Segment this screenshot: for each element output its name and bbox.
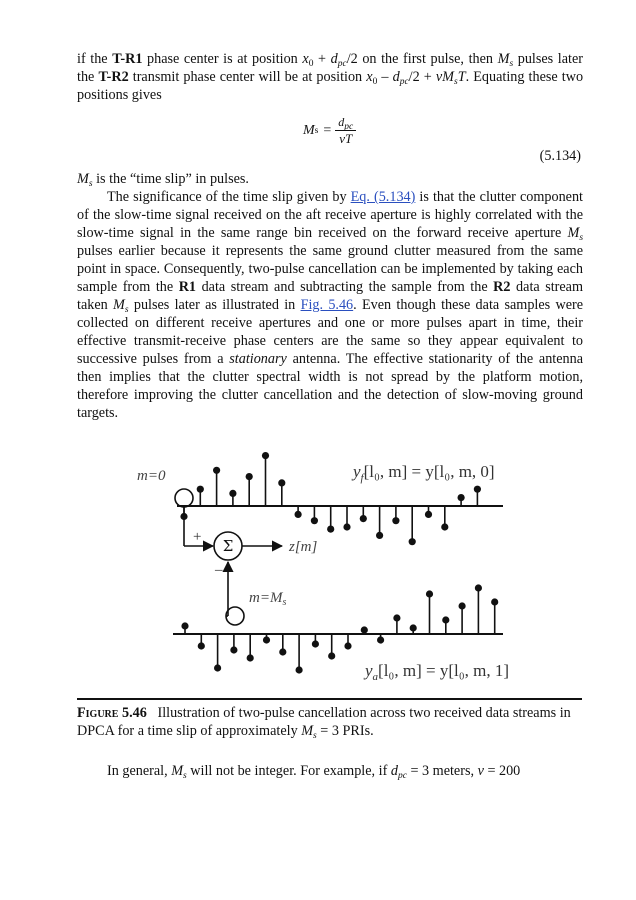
- top-stream-sample-point: [311, 517, 318, 524]
- top-stream-sample-point: [213, 467, 220, 474]
- bottom-stream-sample-point: [263, 636, 270, 643]
- equation-body: M s = $\frac{d_{pc}}{vT}$: [303, 114, 356, 147]
- top-stream-sample-point: [278, 479, 285, 486]
- equation-number: (5.134): [539, 148, 581, 164]
- figure-5-46: [77, 444, 583, 696]
- bottom-stream-sample-point: [344, 642, 351, 649]
- top-stream-sample-point: [229, 490, 236, 497]
- top-stream-sample-point: [458, 494, 465, 501]
- caption-rule: [77, 698, 582, 700]
- equation-reference-link[interactable]: Eq. (5.134): [350, 189, 416, 205]
- bottom-stream-sample-point: [198, 642, 205, 649]
- bottom-stream-sample-point: [377, 636, 384, 643]
- bottom-stream-sample-point: [328, 652, 335, 659]
- m-ms-label: $m=M_s$: [249, 590, 287, 608]
- bottom-stream-sample-point: [279, 648, 286, 655]
- top-stream-sample-point: [360, 515, 367, 522]
- bottom-stream-sample-point: [442, 616, 449, 623]
- top-stream-sample-point: [441, 523, 448, 530]
- bottom-stream-sample-point: [393, 614, 400, 621]
- paragraph-2: $M_s$ is the “time slip” in pulses.: [77, 171, 249, 189]
- top-stream-sample-point: [327, 526, 334, 533]
- bottom-stream-sample-point: [361, 626, 368, 633]
- bottom-stream-sample-point: [181, 622, 188, 629]
- paragraph-4: In general, $M_s$ will not be integer. For example, if $d_{pc} = 3$ meters, v = 200: [107, 763, 521, 781]
- equation-5-134: [77, 104, 583, 170]
- ya-equation-label: $y_a[l_0$, m] = y[l₀, m, 1]: [365, 661, 510, 683]
- figure-reference-link[interactable]: Fig. 5.46: [300, 297, 354, 313]
- bottom-stream-sample-point: [214, 664, 221, 671]
- top-stream-sample-point: [392, 517, 399, 524]
- top-stream-sample-point: [262, 452, 269, 459]
- paragraph-3: The significance of the time slip given by Eq. (5.134) is that the clutter component of the slow-time signal received on the aft receive aperture is highly correlated with the slow-time signal in the same range bin received on the forward receive aperture $M_s$ pulses earlier because it represents the same ground clutter measured from the same point in space. Consequently, two-pulse cancellation can be implemented by taking each sample from the R1 data stream and subtracting the sample from the R2 data stream taken $M_s$ pulses later as illustrated in Fig. 5.46. Even though these data samples were collected on different receive apertures and one or more pulses apart in time, their effective transmit-receive phase centers are the same so they appear equivalent to successive pulses from a stationary antenna. The effective stationarity of the antenna then implies that the clutter spectral width is not spread by the platform motion, therefore improving the clutter cancellation and the detection of slow-moving ground targets.: [77, 189, 584, 421]
- top-stream-sample-point: [197, 486, 204, 493]
- top-stream-sample-point: [376, 532, 383, 539]
- equation-fraction: $\frac{d_{pc}}{vT}$: [335, 114, 356, 147]
- dpca-diagram: [77, 444, 583, 696]
- bottom-stream-sample-point: [410, 624, 417, 631]
- z-output-label: z[m]: [289, 539, 318, 555]
- top-sample-selector: [175, 489, 193, 507]
- sigma-symbol: Σ: [222, 537, 234, 555]
- bottom-stream-sample-point: [312, 640, 319, 647]
- top-stream-sample-point: [425, 511, 432, 518]
- minus-sign: –: [215, 562, 223, 578]
- bottom-stream-sample-point: [459, 602, 466, 609]
- plus-sign: +: [193, 529, 202, 545]
- bottom-stream-sample-point: [230, 646, 237, 653]
- bottom-stream-sample-point: [426, 590, 433, 597]
- figure-caption: Figure 5.46 Illustration of two-pulse cancellation across two received data streams in DPCA for a time slip of approximately $M_s = 3$ PRIs.: [77, 705, 571, 741]
- top-stream-sample-point: [295, 511, 302, 518]
- top-stream-sample-point: [246, 473, 253, 480]
- bottom-stream-sample-point: [247, 654, 254, 661]
- page-body: [77, 50, 583, 780]
- bottom-stream-sample-point: [296, 666, 303, 673]
- top-stream-sample-point: [474, 486, 481, 493]
- yf-equation-label: $y_f[l_0$, m] = y[l₀, m, 0]: [353, 462, 495, 484]
- m-zero-label: m=0: [137, 468, 166, 484]
- top-stream-sample-point: [409, 538, 416, 545]
- top-stream-sample-point: [343, 523, 350, 530]
- bottom-stream-sample-point: [475, 584, 482, 591]
- paragraph-1: if the T-R1 phase center is at position $x_0 + d_{pc}/2$ on the first pulse, then $M_s$ pulses later the T-R2 transmit phase center will be at position $x_0 - d_{pc}/2 + vM_sT$. Equating these two positions gives: [77, 51, 584, 103]
- bottom-stream-sample-point: [491, 598, 498, 605]
